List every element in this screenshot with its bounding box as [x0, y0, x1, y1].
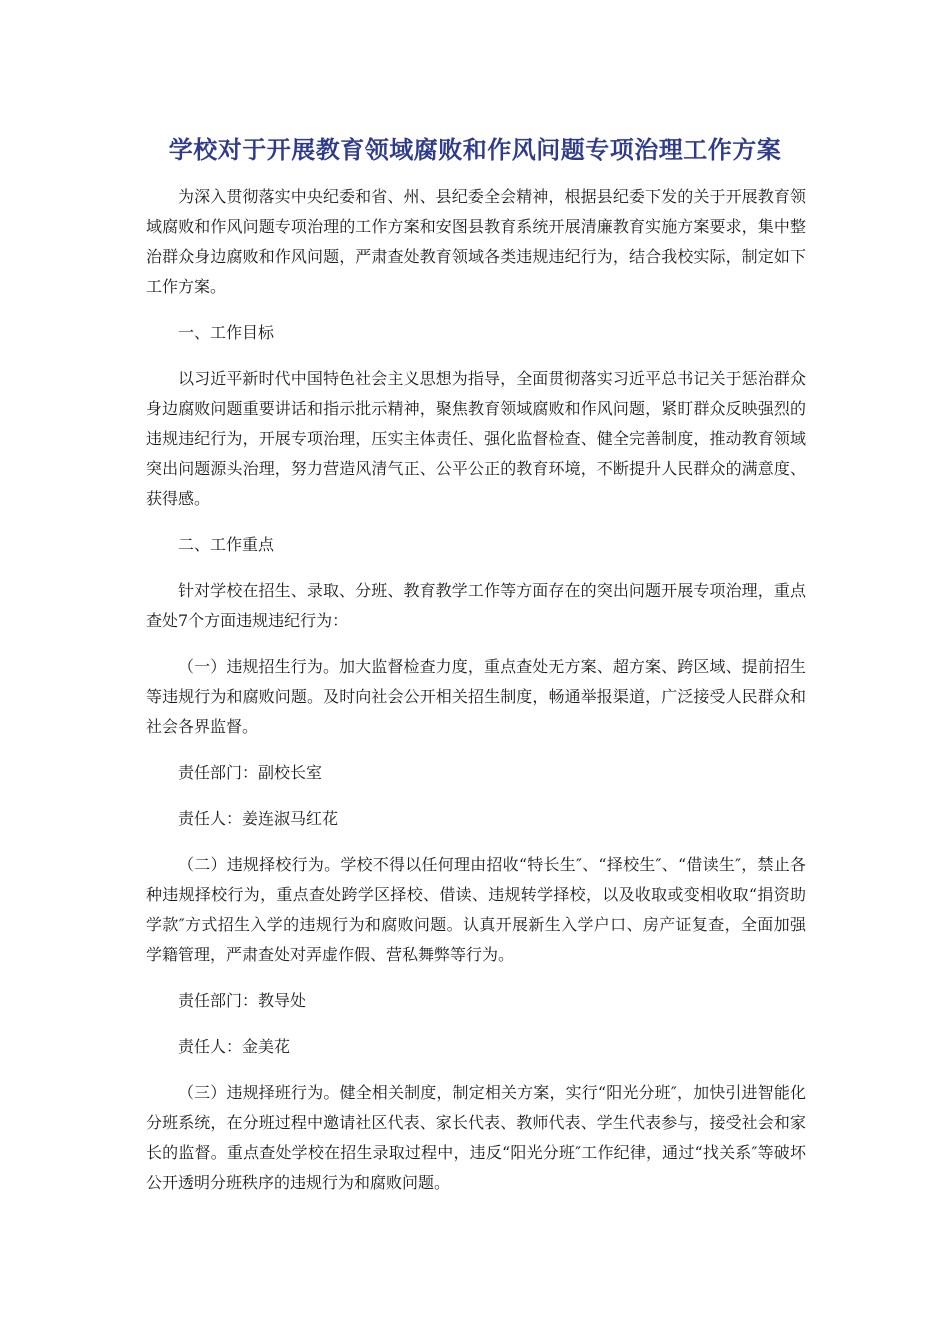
- body-paragraph: 以习近平新时代中国特色社会主义思想为指导，全面贯彻落实习近平总书记关于惩治群众身边腐败问题重要讲话和指示批示精神，聚焦教育领域腐败和作风问题，紧盯群众反映强烈的违规违纪行为，开展专项治理，压实主体责任、强化监督检查、健全完善制度，推动教育领域突出问题源头治理，努力营造风清气正、公平公正的教育环境，不断提升人民群众的满意度、获得感。: [146, 369, 806, 508]
- intro-paragraph: 为深入贯彻落实中央纪委和省、州、县纪委全会精神，根据县纪委下发的关于开展教育领域腐败和作风问题专项治理的工作方案和安图县教育系统开展清廉教育实施方案要求，集中整治群众身边腐败和作风问题，严肃查处教育领域各类违规违纪行为，结合我校实际，制定如下工作方案。: [146, 187, 806, 296]
- document-body: [146, 182, 806, 1214]
- section-heading: 二、工作重点: [178, 535, 275, 554]
- body-paragraph: （二）违规择校行为。学校不得以任何理由招收“特长生″、“择校生″、“借读生″，禁止各种违规择校行为，重点查处跨学区择校、借读、违规转学择校，以及收取或变相收取“捐资助学款″方式招生入学的违规行为和腐败问题。认真开展新生入学户口、房产证复查，全面加强学籍管理，严肃查处对弄虚作假、营私舞弊等行为。: [146, 855, 806, 964]
- document-title: 学校对于开展教育领域腐败和作风问题专项治理工作方案: [168, 135, 782, 164]
- responsible-person: 责任人：姜连淑马红花: [178, 809, 339, 828]
- body-paragraph: 针对学校在招生、录取、分班、教育教学工作等方面存在的突出问题开展专项治理，重点查处7个方面违规违纪行为：: [146, 581, 806, 630]
- body-paragraph: （一）违规招生行为。加大监督检查力度，重点查处无方案、超方案、跨区域、提前招生等违规行为和腐败问题。及时向社会公开相关招生制度，畅通举报渠道，广泛接受人民群众和社会各界监督。: [146, 657, 806, 736]
- responsible-person: 责任人：金美花: [178, 1037, 291, 1056]
- body-paragraph: （三）违规择班行为。健全相关制度，制定相关方案，实行“阳光分班″，加快引进智能化分班系统，在分班过程中邀请社区代表、家长代表、教师代表、学生代表参与，接受社会和家长的监督。重点查处学校在招生录取过程中，违反“阳光分班″工作纪律，通过“找关系″等破坏公开透明分班秩序的违规行为和腐败问题。: [146, 1083, 806, 1192]
- section-heading: 一、工作目标: [178, 323, 275, 342]
- responsible-department: 责任部门：副校长室: [178, 763, 323, 782]
- responsible-department: 责任部门：教导处: [178, 991, 307, 1010]
